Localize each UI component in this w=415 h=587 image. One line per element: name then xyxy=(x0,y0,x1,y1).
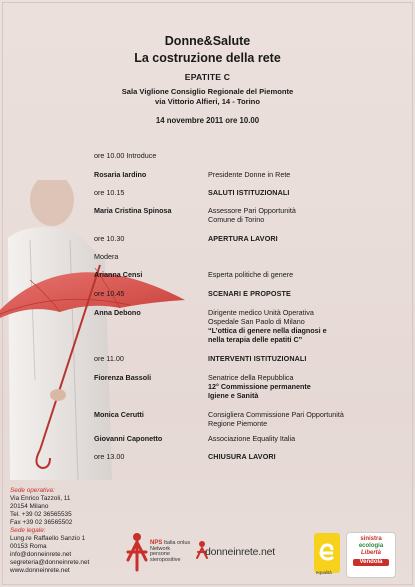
program-row-11-right-line2: Regione Piemonte xyxy=(208,419,268,428)
title-line1: Donne&Salute xyxy=(164,34,251,48)
sel-line3: Libertà xyxy=(360,550,381,556)
program-row-10-right-line1: Senatrice della Repubblica xyxy=(208,373,294,382)
program-row-3-right xyxy=(208,206,388,224)
venue xyxy=(0,87,415,106)
program-row-2-left: ore 10.15 xyxy=(94,188,125,197)
sel-line2: ecologia xyxy=(358,543,384,549)
program-row-8-right xyxy=(208,308,388,344)
head-shape xyxy=(30,180,74,226)
equality-label: equalità xyxy=(316,570,332,575)
event-date: 14 novembre 2011 ore 10.00 xyxy=(155,116,260,125)
program-row-3-left: Maria Cristina Spinosa xyxy=(94,206,172,215)
website-link[interactable]: www.donneinrete.net xyxy=(10,567,70,574)
title-line2: La costruzione della rete xyxy=(134,51,281,65)
program-row-6-left: Arianna Censi xyxy=(94,270,143,279)
program-row-6-right: Esperta politiche di genere xyxy=(208,270,294,279)
topic-title: EPATITE C xyxy=(184,72,231,82)
legal-line: Lung.re Raffaello Sanzio 1 xyxy=(10,535,86,542)
program-row-5-left: Modera xyxy=(94,252,119,261)
program-row-8-right-line2: Ospedale San Paolo di Milano xyxy=(208,317,305,326)
legal-label: Sede legale: xyxy=(10,527,46,534)
nps-line: Network xyxy=(150,545,171,552)
program-row-7-left: ore 10.45 xyxy=(94,289,125,298)
email-link[interactable]: info@donneinrete.net xyxy=(10,551,72,558)
program-row-13-right: CHIUSURA LAVORI xyxy=(208,452,276,461)
venue-line2: via Vittorio Alfieri, 14 - Torino xyxy=(155,96,260,106)
program-row-10-left: Fiorenza Bassoli xyxy=(94,373,152,382)
equality-e-icon xyxy=(314,533,340,567)
nps-logo-text xyxy=(150,541,190,563)
program-row-4-left: ore 10.30 xyxy=(94,234,125,243)
operative-line: Tel. +39 02 36565535 xyxy=(10,511,72,518)
nps-title: NPS xyxy=(150,540,163,546)
equality-logo xyxy=(314,533,340,573)
nps-sub: Italia onlus xyxy=(163,540,191,546)
donneinrete-brand: donneinrete xyxy=(205,546,259,558)
program-row-2-right: SALUTI ISTITUZIONALI xyxy=(208,188,290,197)
sel-line4: Vendola xyxy=(353,559,389,566)
program-row-3-right-line1: Assessore Pari Opportunità xyxy=(208,206,296,215)
program-row-9-right: INTERVENTI ISTITUZIONALI xyxy=(208,354,307,363)
program-row-10-right-line3: Igiene e Sanità xyxy=(208,391,259,400)
program-row-11-right xyxy=(208,410,388,428)
email-link[interactable]: segreteria@donneinrete.net xyxy=(10,559,90,566)
program-row-8-left: Anna Debono xyxy=(94,308,141,317)
program-row-0-left: ore 10.00 Introduce xyxy=(94,151,157,160)
program-row-1-right: Presidente Donne in Rete xyxy=(208,170,291,179)
operative-line: Via Enrico Tazzoli, 11 xyxy=(10,495,71,502)
footer-addresses xyxy=(10,487,89,575)
program-row-8-right-line1: Dirigente medico Unità Operativa xyxy=(208,308,314,317)
nps-line: sieropositive xyxy=(150,556,181,563)
operative-label: Sede operativa: xyxy=(10,487,55,494)
program-row-11-right-line1: Consigliera Commissione Pari Opportunità xyxy=(208,410,344,419)
nps-line: persone xyxy=(150,551,170,558)
program-row-13-left: ore 13.00 xyxy=(94,452,125,461)
program-row-10-right xyxy=(208,373,388,400)
program-row-8-right-line3: “L’ottica di genere nella diagnosi e xyxy=(208,326,327,335)
program-row-12-left: Giovanni Caponetto xyxy=(94,434,163,443)
program-row-4-right: APERTURA LAVORI xyxy=(208,234,278,243)
program-row-12-right: Associazione Equality Italia xyxy=(208,434,296,443)
program-row-11-left: Monica Cerutti xyxy=(94,410,144,419)
program-row-3-right-line2: Comune di Torino xyxy=(208,215,265,224)
venue-line1: Sala Viglione Consiglio Regionale del Piemonte xyxy=(121,87,294,96)
program-row-8-right-line4: nella terapia delle epatiti C” xyxy=(208,335,303,344)
sel-logo xyxy=(346,532,396,578)
donneinrete-logo-text xyxy=(205,546,275,558)
sel-line1: sinistra xyxy=(360,536,382,542)
program-row-1-left: Rosaria Iardino xyxy=(94,170,147,179)
operative-line: 20154 Milano xyxy=(10,503,49,510)
program-row-7-right: SCENARI E PROPOSTE xyxy=(208,289,291,298)
donneinrete-tld: .net xyxy=(258,546,275,558)
legal-line: 00153 Roma xyxy=(10,543,47,550)
program-row-9-left: ore 11.00 xyxy=(94,354,124,363)
operative-line: Fax +39 02 36565502 xyxy=(10,519,73,526)
nps-logo-icon xyxy=(124,532,150,572)
program-row-10-right-line2: 12° Commissione permanente xyxy=(208,382,311,391)
hand-shape xyxy=(50,389,66,401)
